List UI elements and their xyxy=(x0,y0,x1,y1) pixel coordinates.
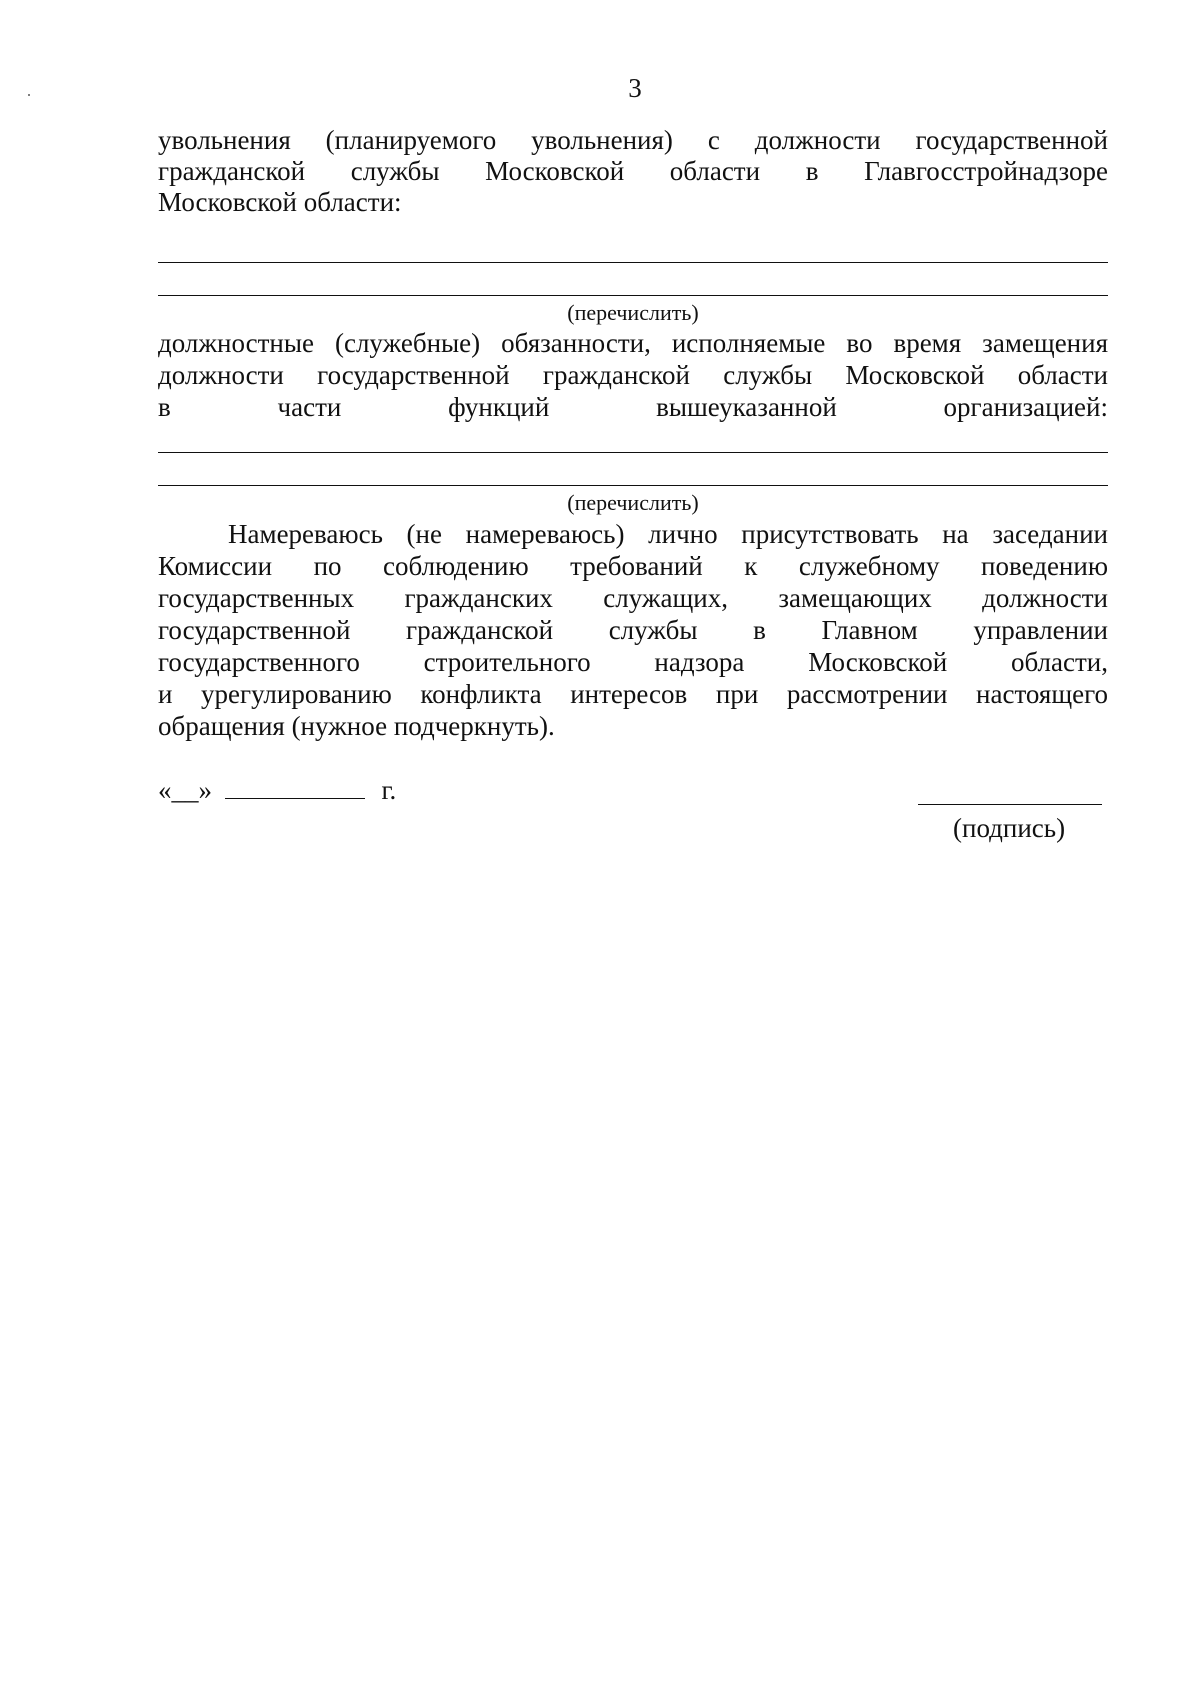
para1-line-3: Московской области: xyxy=(158,187,402,217)
fill-in-line-3[interactable] xyxy=(158,452,1108,453)
date-year-suffix: г. xyxy=(381,775,397,805)
fill-in-line-2[interactable] xyxy=(158,295,1108,296)
signature-line[interactable] xyxy=(918,804,1102,805)
para3-line-4: государственной гражданской службы в Главном управлении xyxy=(158,615,1108,645)
signature-caption: (подпись) xyxy=(953,813,1066,843)
para3-line-6: и урегулированию конфликта интересов при рассмотрении настоящего xyxy=(158,679,1108,709)
para1-line-2: гражданской службы Московской области в Главгосстройнадзоре xyxy=(158,156,1108,186)
para3-line-5: государственного строительного надзора Московской области, xyxy=(158,647,1108,677)
para2-line-1: должностные (служебные) обязанности, исполняемые во время замещения xyxy=(158,328,1108,358)
fill-in-line-4[interactable] xyxy=(158,485,1108,486)
para3-line-7: обращения (нужное подчеркнуть). xyxy=(158,711,555,741)
date-line xyxy=(158,774,396,806)
date-month-field[interactable] xyxy=(225,776,365,799)
para2-line-2: должности государственной гражданской службы Московской области xyxy=(158,360,1108,390)
fill-in-line-1[interactable] xyxy=(158,262,1108,263)
para3-line-1: Намереваюсь (не намереваюсь) лично присутствовать на заседании xyxy=(228,519,1108,549)
para3-line-3: государственных гражданских служащих, замещающих должности xyxy=(158,583,1108,613)
para2-line-3: в части функций вышеуказанной организацией: xyxy=(158,392,1108,422)
para1-line-1: увольнения (планируемого увольнения) с должности государственной xyxy=(158,125,1108,155)
list-caption-1: (перечислить) xyxy=(567,300,699,325)
page-number: 3 xyxy=(628,73,642,103)
date-day-field[interactable]: «__» xyxy=(158,775,212,805)
list-caption-2: (перечислить) xyxy=(567,490,699,515)
para3-line-2: Комиссии по соблюдению требований к служебному поведению xyxy=(158,551,1108,581)
